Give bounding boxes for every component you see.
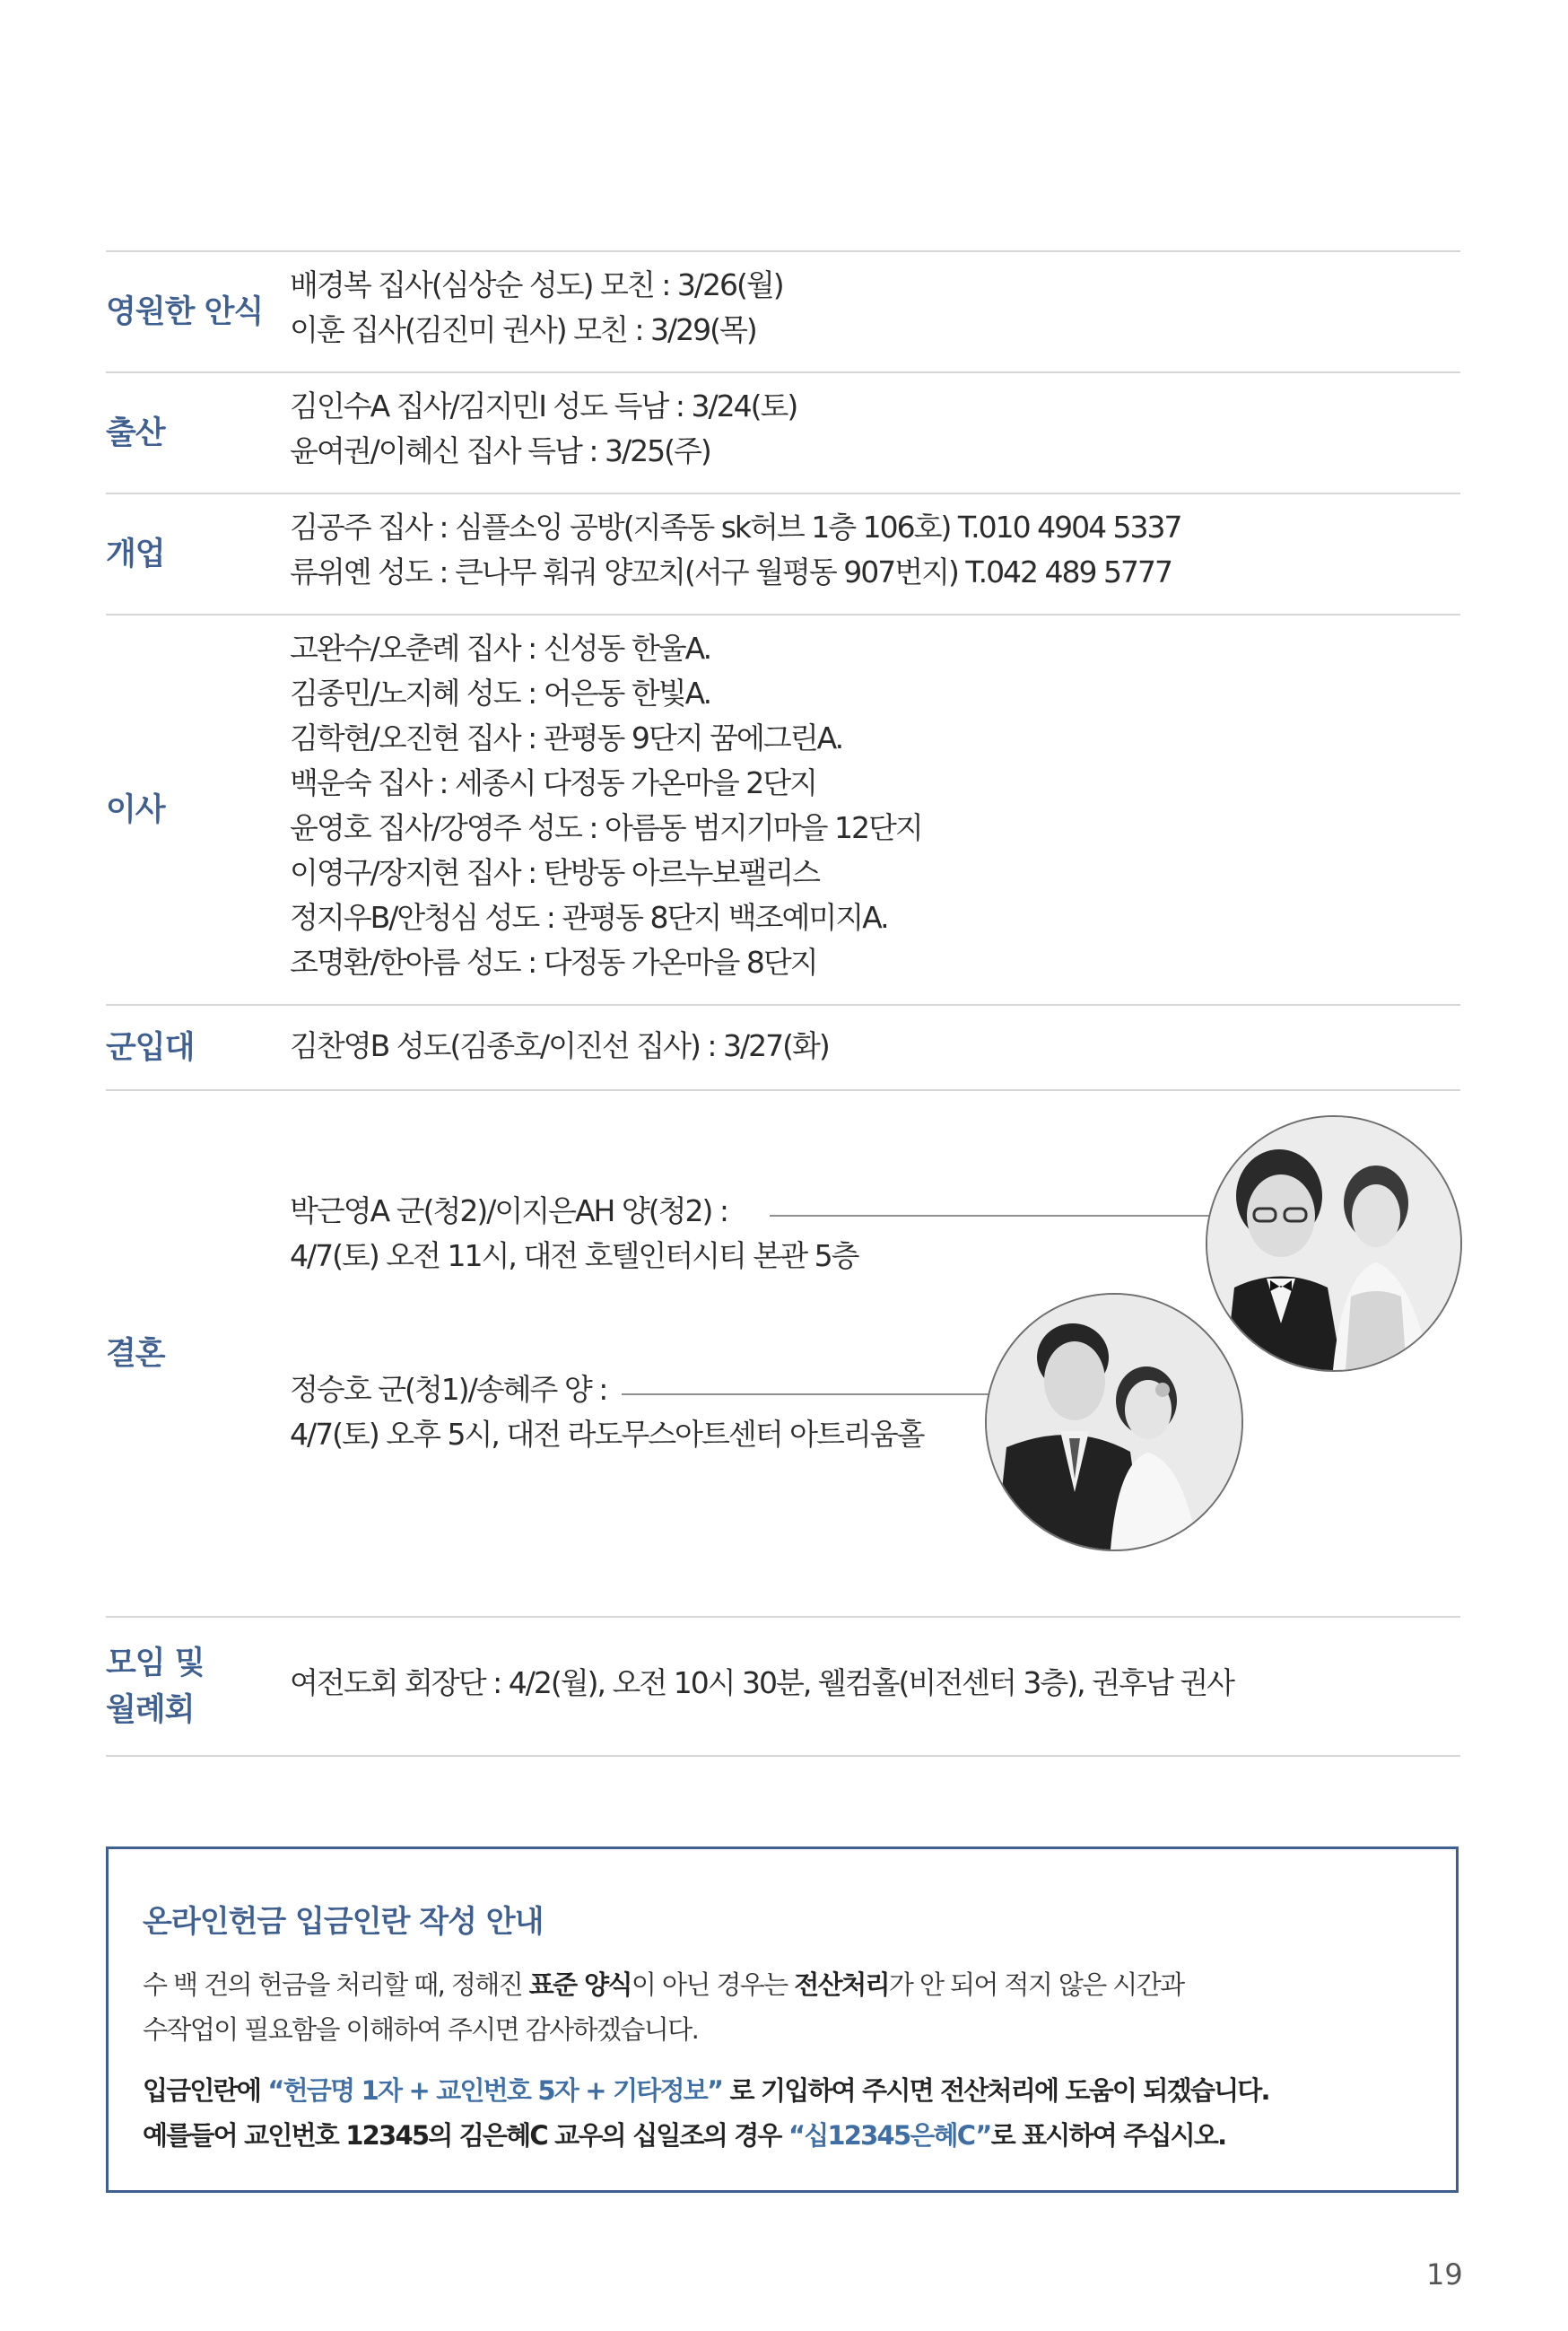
example-highlight: “십12345은혜C” xyxy=(788,2120,991,2151)
entry-line: 김종민/노지혜 성도 : 어은동 한빛A. xyxy=(290,676,711,711)
category-label-line1: 모임 및 xyxy=(106,1645,205,1681)
announcement-table xyxy=(106,250,1460,1757)
entry-line: 조명환/한아름 성도 : 다정동 가온마을 8단지 xyxy=(290,945,817,980)
notice-title: 온라인헌금 입금인란 작성 안내 xyxy=(143,1904,544,1940)
text-span: 로 기입하여 주시면 전산처리에 도움이 되겠습니다. xyxy=(722,2075,1269,2106)
text-span: 로 표시하여 주십시오. xyxy=(990,2120,1226,2151)
text-span: 예를들어 교인번호 12345의 김은혜C 교우의 십일조의 경우 xyxy=(143,2120,788,2151)
entry-line: 여전도회 회장단 : 4/2(월), 오전 10시 30분, 웰컴홀(비전센터 3층), 권후남 권사 xyxy=(290,1665,1234,1700)
entry-line: 김인수A 집사/김지민I 성도 득남 : 3/24(토) xyxy=(290,388,797,423)
couple-photo-1 xyxy=(1206,1115,1462,1372)
online-offering-notice-box xyxy=(106,1846,1459,2193)
entry-line: 배경복 집사(심상순 성도) 모친 : 3/26(월) xyxy=(290,267,783,302)
wedding-couple-1-names: 박근영A 군(청2)/이지은AH 양(청2) : xyxy=(290,1193,727,1228)
row-content xyxy=(290,494,1460,606)
entry-line: 고완수/오춘례 집사 : 신성동 한울A. xyxy=(290,631,711,666)
category-label: 영원한 안식 xyxy=(106,293,264,330)
page-number: 19 xyxy=(1426,2257,1463,2292)
notice-paragraph-line xyxy=(143,1962,1422,2007)
entry-line: 정지우B/안청심 성도 : 관평동 8단지 백조예미지A. xyxy=(290,900,888,935)
row-content xyxy=(290,373,1460,485)
row-wedding xyxy=(106,1089,1460,1616)
row-content xyxy=(290,1618,1460,1716)
entry-line: 김찬영B 성도(김종호/이진선 집사) : 3/27(화) xyxy=(290,1028,829,1063)
entry-line: 김학현/오진현 집사 : 관평동 9단지 꿈에그린A. xyxy=(290,720,843,755)
spacer xyxy=(143,2052,1422,2068)
entry-line: 이영구/장지현 집사 : 탄방동 아르누보팰리스 xyxy=(290,855,819,890)
category-label: 출산 xyxy=(106,415,165,451)
row-birth xyxy=(106,371,1460,493)
wedding-couple-1-details: 4/7(토) 오전 11시, 대전 호텔인터시티 본관 5층 xyxy=(290,1238,858,1273)
emphasis-text: 전산처리 xyxy=(794,1969,889,2000)
entry-line: 류위옌 성도 : 큰나무 훠궈 양꼬치(서구 월평동 907번지) T.042 489 5777 xyxy=(290,554,1172,589)
notice-example-line xyxy=(143,2113,1422,2158)
couple-photo-2 xyxy=(985,1293,1243,1551)
category-label: 결혼 xyxy=(106,1335,165,1372)
row-meeting xyxy=(106,1616,1460,1757)
wedding-couple-2-names: 정승호 군(청1)/송혜주 양 : xyxy=(290,1372,607,1407)
row-content xyxy=(290,615,1460,996)
entry-line: 윤영호 집사/강영주 성도 : 아름동 범지기마을 12단지 xyxy=(290,810,922,845)
row-military xyxy=(106,1004,1460,1089)
row-eternal-rest xyxy=(106,250,1460,371)
category-label: 이사 xyxy=(106,791,165,828)
category-label xyxy=(106,1618,285,1755)
notice-instruction-line xyxy=(143,2068,1422,2113)
row-opening xyxy=(106,493,1460,614)
entry-line: 이훈 집사(김진미 권사) 모친 : 3/29(목) xyxy=(290,312,756,347)
text-span: 수 백 건의 헌금을 처리할 때, 정해진 xyxy=(143,1969,529,2000)
category-label: 군입대 xyxy=(106,1029,195,1066)
category-label: 개업 xyxy=(106,536,165,572)
emphasis-text: 표준 양식 xyxy=(528,1969,632,2000)
text-span: 수작업이 필요함을 이해하여 주시면 감사하겠습니다. xyxy=(143,2014,699,2045)
text-span: 가 안 되어 적지 않은 시간과 xyxy=(888,1969,1184,2000)
entry-line: 김공주 집사 : 심플소잉 공방(지족동 sk허브 1층 106호) T.010 4904 5337 xyxy=(290,510,1181,545)
entry-line: 윤여권/이혜신 집사 득남 : 3/25(주) xyxy=(290,433,710,468)
text-span: 입금인란에 xyxy=(143,2075,268,2106)
entry-line: 백운숙 집사 : 세종시 다정동 가온마을 2단지 xyxy=(290,765,816,800)
row-content xyxy=(290,252,1460,363)
text-span: 이 아닌 경우는 xyxy=(631,1969,795,2000)
row-content xyxy=(290,1006,1460,1079)
row-moving xyxy=(106,614,1460,1004)
format-highlight: “헌금명 1자 + 교인번호 5자 + 기타정보” xyxy=(267,2075,723,2106)
category-label-line2: 월례회 xyxy=(106,1691,195,1728)
notice-paragraph-line xyxy=(143,2007,1422,2052)
wedding-couple-2-details: 4/7(토) 오후 5시, 대전 라도무스아트센터 아트리움홀 xyxy=(290,1417,924,1452)
